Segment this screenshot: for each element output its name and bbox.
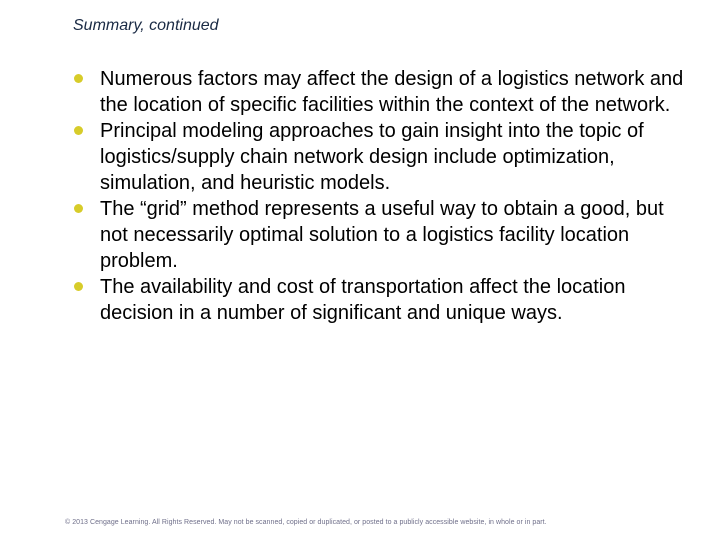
bullet-dot-icon [74,204,83,213]
bullet-text: Principal modeling approaches to gain insight into the topic of logistics/supply chain network design include optimization, simulation, and heuristic models. [100,120,644,194]
bullet-item [72,196,692,274]
bullet-item [72,118,692,196]
copyright-footer: © 2013 Cengage Learning. All Rights Reserved. May not be scanned, copied or duplicated, or posted to a publicly accessible website, in whole or in part. [65,519,547,526]
bullet-item [72,274,692,326]
bullet-dot-icon [74,282,83,291]
bullet-text: The “grid” method represents a useful way to obtain a good, but not necessarily optimal solution to a logistics facility location problem. [100,198,664,272]
bullet-text: Numerous factors may affect the design of a logistics network and the location of specific facilities within the context of the network. [100,68,684,116]
bullet-text: The availability and cost of transportation affect the location decision in a number of significant and unique ways. [100,276,626,324]
bullet-dot-icon [74,74,83,83]
bullet-dot-icon [74,126,83,135]
bullet-list [72,66,692,326]
bullet-item [72,66,692,118]
slide-title: Summary, continued [73,17,219,34]
